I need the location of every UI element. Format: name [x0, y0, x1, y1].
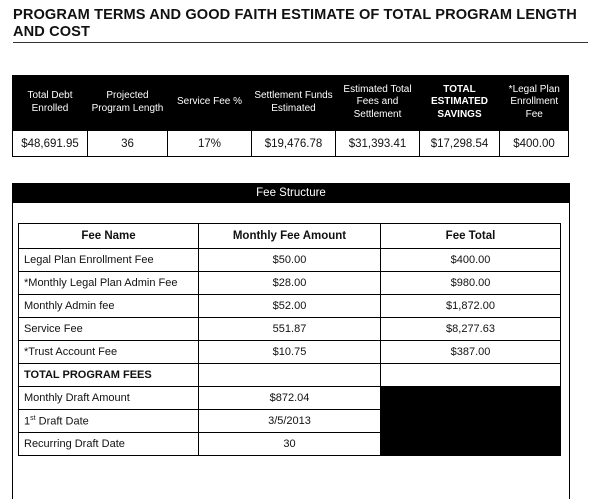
- first-draft-label-cell: [19, 410, 199, 433]
- monthly-draft-value: $872.04: [199, 387, 381, 410]
- total-fees-row: [19, 364, 561, 387]
- header-total-fees: Estimated Total Fees and Settlement: [336, 75, 420, 131]
- total-fees-empty: [199, 364, 381, 387]
- fee-name: Legal Plan Enrollment Fee: [19, 249, 199, 272]
- fee-structure-box: [12, 183, 570, 499]
- value-total-fees: $31,393.41: [336, 131, 420, 157]
- header-program-length: Projected Program Length: [88, 75, 168, 131]
- fee-monthly: $10.75: [199, 341, 381, 364]
- header-total-debt: Total Debt Enrolled: [13, 75, 88, 131]
- title-underline: [13, 42, 588, 43]
- value-total-savings: $17,298.54: [420, 131, 500, 157]
- fee-total: $1,872.00: [381, 295, 561, 318]
- first-draft-label: Draft Date: [38, 415, 89, 428]
- table-row: [19, 295, 561, 318]
- table-row: [19, 318, 561, 341]
- header-legal-plan-fee: *Legal Plan Enrollment Fee: [500, 75, 569, 131]
- recurring-draft-value: 30: [199, 433, 381, 456]
- fee-total: $400.00: [381, 249, 561, 272]
- first-draft-sup: st: [30, 414, 36, 422]
- col-fee-name: Fee Name: [19, 224, 199, 249]
- header-service-fee: Service Fee %: [168, 75, 252, 131]
- header-total-savings: TOTAL ESTIMATED SAVINGS: [420, 75, 500, 131]
- total-fees-label: TOTAL PROGRAM FEES: [19, 364, 199, 387]
- fee-monthly: $50.00: [199, 249, 381, 272]
- summary-header-row: [13, 75, 569, 131]
- fee-monthly: $52.00: [199, 295, 381, 318]
- fee-name: Monthly Admin fee: [19, 295, 199, 318]
- fee-structure-title: Fee Structure: [13, 183, 569, 203]
- fee-total: $8,277.63: [381, 318, 561, 341]
- fee-monthly: $28.00: [199, 272, 381, 295]
- value-settlement-funds: $19,476.78: [252, 131, 336, 157]
- monthly-draft-label: Monthly Draft Amount: [19, 387, 199, 410]
- monthly-draft-row: [19, 387, 561, 410]
- value-total-debt: $48,691.95: [13, 131, 88, 157]
- table-row: [19, 249, 561, 272]
- fee-name: *Monthly Legal Plan Admin Fee: [19, 272, 199, 295]
- summary-value-row: [13, 131, 569, 157]
- fee-total: $387.00: [381, 341, 561, 364]
- recurring-draft-label: Recurring Draft Date: [19, 433, 199, 456]
- fee-monthly: 551.87: [199, 318, 381, 341]
- fee-total: $980.00: [381, 272, 561, 295]
- fee-structure-table: [18, 223, 561, 456]
- fee-name: Service Fee: [19, 318, 199, 341]
- value-service-fee: 17%: [168, 131, 252, 157]
- summary-table: [12, 75, 569, 157]
- page-title: PROGRAM TERMS AND GOOD FAITH ESTIMATE OF TOTAL PROGRAM LENGTH AND COST: [13, 7, 577, 40]
- first-draft-num: 1: [24, 415, 31, 428]
- col-fee-total: Fee Total: [381, 224, 561, 249]
- fee-header-row: [19, 224, 561, 249]
- table-row: [19, 341, 561, 364]
- table-row: [19, 272, 561, 295]
- first-draft-value: 3/5/2013: [199, 410, 381, 433]
- value-legal-plan-fee: $400.00: [500, 131, 569, 157]
- total-fees-empty-total: [381, 364, 561, 387]
- fee-name: *Trust Account Fee: [19, 341, 199, 364]
- col-monthly-fee: Monthly Fee Amount: [199, 224, 381, 249]
- value-program-length: 36: [88, 131, 168, 157]
- redacted-block: [381, 387, 561, 456]
- header-settlement-funds: Settlement Funds Estimated: [252, 75, 336, 131]
